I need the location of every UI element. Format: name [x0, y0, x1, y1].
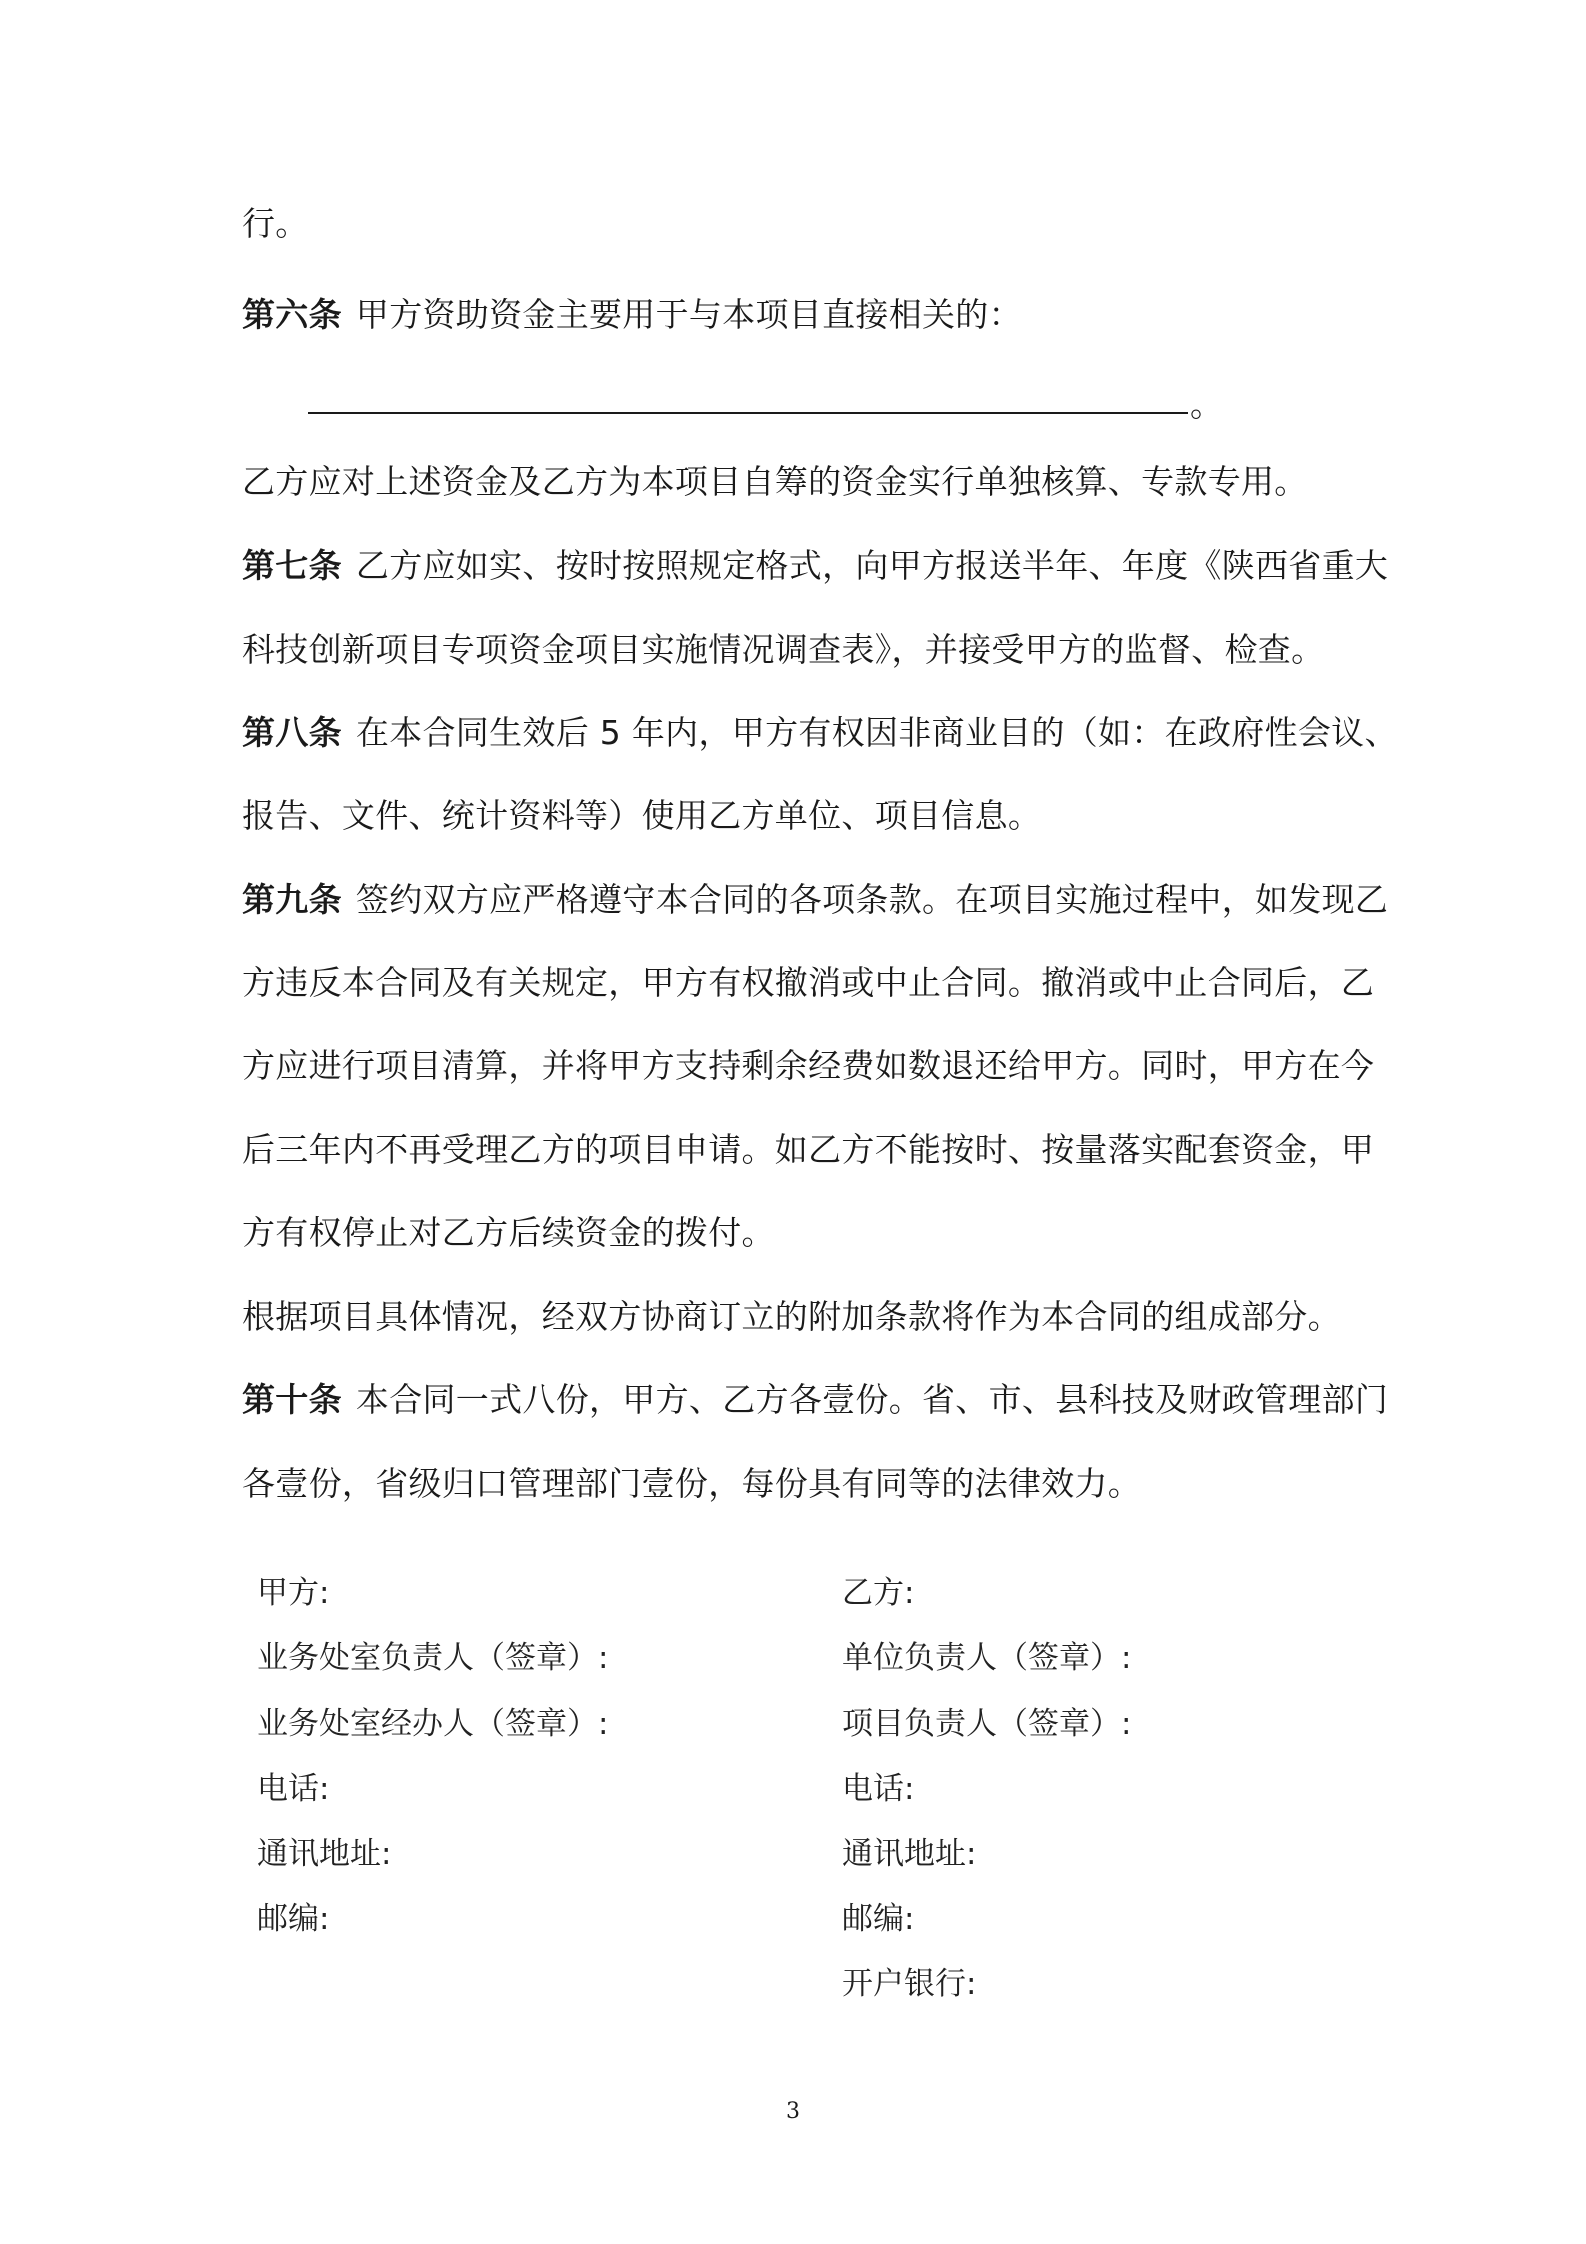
party-b-project-lead-signature: 项目负责人（签章）:	[842, 1706, 1132, 1742]
article-9-line-2	[242, 963, 1374, 1003]
article-10	[242, 1380, 1388, 1420]
additional-clause-text: 根据项目具体情况，经双方协商订立的附加条款将作为本合同的组成部分。	[242, 1297, 1341, 1336]
article-9-line-4-text: 后三年内不再受理乙方的项目申请。如乙方不能按时、按量落实配套资金，甲	[242, 1130, 1375, 1169]
article-10-line-2-text: 各壹份，省级归口管理部门壹份，每份具有同等的法律效力。	[242, 1464, 1142, 1503]
party-b-postcode: 邮编:	[842, 1901, 915, 1937]
page-number: 3	[786, 2099, 800, 2124]
party-a-postcode: 邮编:	[257, 1901, 330, 1937]
article-6-continuation	[242, 462, 1308, 502]
fill-in-blank-line	[308, 412, 1188, 414]
party-a-phone: 电话:	[257, 1771, 330, 1807]
article-9-text: 签约双方应严格遵守本合同的各项条款。在项目实施过程中，如发现乙	[355, 880, 1389, 919]
article-8	[242, 713, 1398, 753]
article-9-line-4	[242, 1130, 1374, 1170]
article-7-text: 乙方应如实、按时按照规定格式，向甲方报送半年、年度《陕西省重大	[355, 546, 1389, 585]
intro-text: 行。	[242, 204, 309, 243]
article-8-line-2	[242, 796, 1041, 836]
article-10-label: 第十条	[242, 1380, 342, 1419]
article-6	[242, 295, 1022, 335]
article-9	[242, 880, 1388, 920]
party-a-dept-head-signature: 业务处室负责人（签章）:	[257, 1640, 609, 1676]
article-8-line-2-text: 报告、文件、统计资料等）使用乙方单位、项目信息。	[242, 796, 1042, 835]
article-9-line-2-text: 方违反本合同及有关规定，甲方有权撤消或中止合同。撤消或中止合同后，乙	[242, 963, 1375, 1002]
party-a-label: 甲方:	[257, 1575, 330, 1611]
article-7	[242, 546, 1388, 586]
party-a-dept-handler-signature: 业务处室经办人（签章）:	[257, 1706, 609, 1742]
article-9-line-5-text: 方有权停止对乙方后续资金的拨付。	[242, 1213, 775, 1252]
article-6-label: 第六条	[242, 295, 342, 334]
article-8-label: 第八条	[242, 713, 342, 752]
article-8-text: 在本合同生效后 5 年内，甲方有权因非商业目的（如：在政府性会议、	[355, 713, 1398, 752]
party-b-phone: 电话:	[842, 1771, 915, 1807]
party-b-bank: 开户银行:	[842, 1966, 977, 2002]
fill-in-blank-end: 。	[1190, 385, 1223, 424]
article-10-text: 本合同一式八份，甲方、乙方各壹份。省、市、县科技及财政管理部门	[355, 1380, 1389, 1419]
party-a-address: 通讯地址:	[257, 1836, 392, 1872]
article-9-line-3	[242, 1046, 1374, 1086]
article-9-line-3-text: 方应进行项目清算，并将甲方支持剩余经费如数退还给甲方。同时，甲方在今	[242, 1046, 1375, 1085]
article-7-label: 第七条	[242, 546, 342, 585]
article-6-text: 甲方资助资金主要用于与本项目直接相关的：	[355, 295, 1022, 334]
article-6-continuation-text: 乙方应对上述资金及乙方为本项目自筹的资金实行单独核算、专款专用。	[242, 462, 1308, 501]
article-10-line-2	[242, 1464, 1141, 1504]
article-7-line-2-text: 科技创新项目专项资金项目实施情况调查表》，并接受甲方的监督、检查。	[242, 630, 1325, 669]
article-7-line-2	[242, 630, 1324, 670]
party-b-address: 通讯地址:	[842, 1836, 977, 1872]
article-9-line-5	[242, 1213, 775, 1253]
article-9-label: 第九条	[242, 880, 342, 919]
party-b-unit-head-signature: 单位负责人（签章）:	[842, 1640, 1132, 1676]
additional-clause	[242, 1297, 1341, 1337]
party-b-label: 乙方:	[842, 1575, 915, 1611]
intro-fragment	[242, 204, 309, 244]
